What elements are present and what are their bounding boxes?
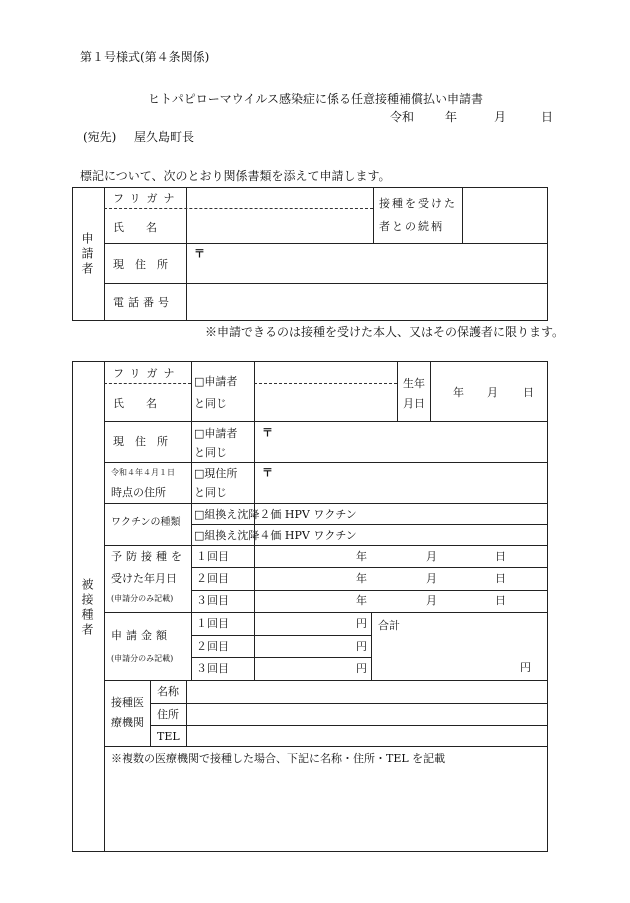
applicant-note: ※申請できるのは接種を受けた本人、又はその保護者に限ります。	[205, 325, 565, 339]
r4-address-label-1: 令和４年４月１日	[111, 468, 175, 477]
applicant-name-field[interactable]	[187, 209, 372, 242]
form-number: 第１号様式(第４条関係)	[80, 50, 210, 64]
relation-label-2: 者との続柄	[379, 220, 444, 233]
recipient-address-label: 現 住 所	[113, 435, 168, 448]
birth-year: 年	[453, 386, 464, 399]
vaccine-option-2valent[interactable]: □組換え沈降２価 HPV ワクチン	[194, 508, 357, 521]
dates-label-1: 予防接種を	[111, 550, 186, 563]
dose-3-year: 年	[356, 594, 367, 607]
dose-1-year: 年	[356, 550, 367, 563]
birth-label-1: 生年	[403, 377, 425, 390]
document-title: ヒトパピローマウイルス感染症に係る任意接種補償払い申請書	[148, 92, 484, 106]
dates-label-3: (申請分のみ記載)	[111, 594, 174, 603]
intro-text: 標記について、次のとおり関係書類を添えて申請します。	[80, 169, 391, 183]
same-as-applicant-checkbox[interactable]: □申請者	[194, 375, 238, 388]
amount-dose-3-label: ３回目	[196, 662, 229, 675]
clinic-label-1: 接種医	[111, 696, 144, 709]
birth-label-2: 月日	[403, 397, 425, 410]
applicant-phone-field[interactable]	[187, 284, 546, 319]
clinic-tel-label: TEL	[157, 730, 180, 743]
amount-dose-2-yen: 円	[356, 640, 367, 653]
recipient-address-field[interactable]	[255, 422, 546, 461]
dose-3-month: 月	[426, 594, 437, 607]
recipient-section-label: 被接種者	[80, 578, 94, 638]
date-dose-1-label: １回目	[196, 550, 229, 563]
r4-address-field[interactable]	[255, 463, 546, 502]
vaccine-type-label: ワクチンの種類	[111, 517, 181, 528]
dose-1-month: 月	[426, 550, 437, 563]
multi-clinic-note: ※複数の医療機関で接種した場合、下記に名称・住所・TEL を記載	[111, 752, 446, 765]
applicant-phone-label: 電話番号	[113, 296, 173, 309]
birth-month: 月	[487, 386, 498, 399]
amount-label-2: (申請分のみ記載)	[111, 654, 174, 663]
applicant-furigana-label: フリガナ	[113, 192, 181, 205]
amount-dose-1-yen: 円	[356, 617, 367, 630]
clinic-label-2: 療機関	[111, 716, 144, 729]
vaccine-option-4valent[interactable]: □組換え沈降４価 HPV ワクチン	[194, 529, 357, 542]
clinic-tel-field[interactable]	[187, 726, 546, 745]
dose-2-year: 年	[356, 572, 367, 585]
amount-label-1: 申請金額	[111, 629, 171, 642]
dose-1-day: 日	[495, 550, 506, 563]
dose-2-month: 月	[426, 572, 437, 585]
clinic-name-field[interactable]	[187, 681, 546, 702]
same-address-checkbox[interactable]: □申請者	[194, 427, 238, 440]
same-as-applicant-label: と同じ	[194, 397, 227, 410]
date-year: 年	[445, 110, 458, 124]
applicant-address-field[interactable]	[187, 244, 546, 282]
amount-dose-3-yen: 円	[356, 662, 367, 675]
date-era: 令和	[390, 110, 415, 124]
date-day: 日	[541, 110, 554, 124]
date-dose-2-label: ２回目	[196, 572, 229, 585]
addressee-name: 屋久島町長	[134, 130, 195, 144]
amount-dose-2-label: ２回目	[196, 640, 229, 653]
applicant-section-label: 申請者	[80, 232, 94, 277]
addressee-label: (宛先)	[83, 130, 117, 144]
clinic-address-label: 住所	[157, 708, 179, 721]
multi-clinic-field[interactable]	[105, 770, 546, 850]
same-as-current-address-checkbox[interactable]: □現住所	[194, 467, 238, 480]
date-month: 月	[494, 110, 507, 124]
dates-label-2: 受けた年月日	[111, 572, 177, 585]
clinic-address-field[interactable]	[187, 704, 546, 724]
dose-2-day: 日	[495, 572, 506, 585]
relation-field[interactable]	[463, 188, 546, 242]
relation-label-1: 接種を受けた	[379, 197, 457, 210]
same-as-current-address-label: と同じ	[194, 486, 227, 499]
r4-address-label-2: 時点の住所	[111, 486, 166, 499]
birth-day: 日	[523, 386, 534, 399]
recipient-name-field[interactable]	[255, 362, 396, 420]
dose-3-day: 日	[495, 594, 506, 607]
date-dose-3-label: ３回目	[196, 594, 229, 607]
recipient-postal-mark: 〒	[262, 426, 273, 439]
clinic-name-label: 名称	[157, 685, 179, 698]
applicant-postal-mark: 〒	[194, 247, 205, 260]
r4-postal-mark: 〒	[262, 466, 273, 479]
amount-dose-1-label: １回目	[196, 617, 229, 630]
recipient-furigana-label: フリガナ	[113, 367, 181, 380]
applicant-furigana-field[interactable]	[187, 188, 372, 207]
total-yen: 円	[520, 661, 531, 674]
applicant-address-label: 現 住 所	[113, 258, 168, 271]
total-label: 合計	[378, 619, 400, 632]
applicant-name-label: 氏 名	[113, 221, 157, 234]
same-address-label: と同じ	[194, 446, 227, 459]
recipient-name-label: 氏 名	[113, 397, 157, 410]
